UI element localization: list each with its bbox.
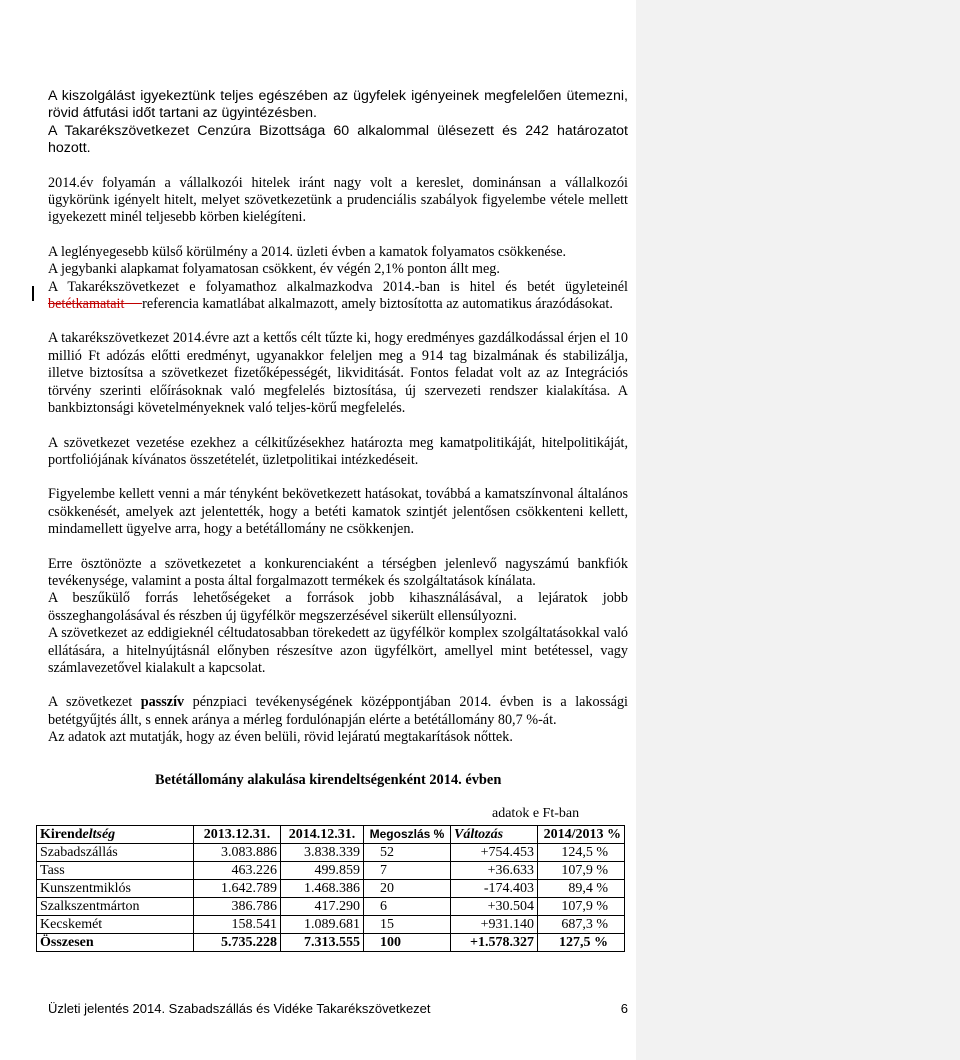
footer-text: Üzleti jelentés 2014. Szabadszállás és Vidéke Takarékszövetkezet [48,1001,431,1016]
paragraph-service: A kiszolgálást igyekeztünk teljes egészében az ügyfelek igényeinek megfelelően ütemezni, rövid átfutási időt tartani az ügyintézésben. [48,88,628,122]
paragraph-savings: Az adatok azt mutatják, hogy az éven belüli, rövid lejáratú megtakarítások nőttek. [48,729,513,746]
header-branch: Kirendeltség [37,826,194,844]
paragraph-board: A Takarékszövetkezet Cenzúra Bizottsága 60 alkalommal ülésezett és 242 határozatot hozott. [48,122,628,157]
paragraph-loans: 2014.év folyamán a vállalkozói hitelek iránt nagy volt a kereslet, dominánsan a vállalkozói ügykörünk igényelt hitelt, melyet szövetkezetünk a prudenciális szabályok figyelembe vétele mellett igyekezett minél teljesebb körben kielégíteni. [48,174,628,226]
paragraph-base-rate: A jegybanki alapkamat folyamatosan csökkent, év végén 2,1% ponton állt meg. [48,261,500,278]
table-header-row [37,826,625,844]
page-footer [48,1001,628,1016]
header-2014: 2014.12.31. [281,826,364,844]
deleted-text: betétkamatait [48,296,125,313]
paragraph-effects: Figyelembe kellett venni a már tényként bekövetkezett hatásokat, továbbá a kamatszínvonal általános csökkenését, amelyek azt jelentették, hogy a betéti kamatok szintjét jelentősen csökkenteni kellett, mindamellett ügyelve arra, hogy a betétállomány ne csökkenjen. [48,486,628,538]
deposit-table [36,825,625,952]
table-row: Kecskemét 158.541 1.089.681 15 +931.140 687,3 % [37,916,625,934]
header-share: Megoszlás % [364,826,451,844]
paragraph-clients: A szövetkezet az eddigieknél céltudatosabban törekedett az ügyfélkör komplex szolgáltatásokkal való ellátására, a hitelnyújtásnál előnyben részesítve azon ügyfélkört, amellyel mint betétessel, vagy számlavezetővel kialakult a kapcsolat. [48,625,628,676]
paragraph-policy: A szövetkezet vezetése ezekhez a célkitűzésekhez határozta meg kamatpolitikáját, hitelpolitikáját, portfoliójának kívánatos összetételét, üzletpolitikai intézkedéseit. [48,434,628,468]
table-row: Tass 463.226 499.859 7 +36.633 107,9 % [37,862,625,880]
paragraph-reference-rate: A Takarékszövetkezet e folyamathoz alkalmazkodva 2014.-ban is hitel és betét ügyleteinél betétkamatait referencia kamatlábat alkalmazott, amely biztosította az automatikus árazódásokat. [48,278,628,313]
document-body [48,88,628,747]
header-2013: 2013.12.31. [194,826,281,844]
paragraph-passive: A szövetkezet passzív pénzpiaci tevékenységének középpontjában 2014. évben is a lakossági betétgyűjtés állt, s ennek aránya a mérleg fordulónapján elérte a betétállomány 80,7 %-át. [48,694,628,728]
table-unit: adatok e Ft-ban [492,806,580,821]
paragraph-competition: Erre ösztönözte a szövetkezetet a konkurenciaként a térségben jelenlevő nagyszámú bankfiók tevékenysége, valamint a posta által forgalmazott termékek és szolgáltatások kínálata. [48,555,628,589]
table-row: Szalkszentmárton 386.786 417.290 6 +30.504 107,9 % [37,898,625,916]
page-number: 6 [620,1001,628,1016]
table-row: Szabadszállás 3.083.886 3.838.339 52 +754.453 124,5 % [37,844,625,862]
table-row: Kunszentmiklós 1.642.789 1.468.386 20 -174.403 89,4 % [37,880,625,898]
comments-margin-pane [636,0,960,1060]
table-title: Betétállomány alakulása kirendeltségenként 2014. évben [155,772,502,788]
table-total-row: Összesen 5.735.228 7.313.555 100 +1.578.327 127,5 % [37,934,625,952]
change-bar [32,286,34,301]
header-ratio: 2014/2013 % [538,826,625,844]
paragraph-goals: A takarékszövetkezet 2014.évre azt a kettős célt tűzte ki, hogy eredményes gazdálkodással érjen el 10 millió Ft adózás előtti eredményt, ugyanakkor feleljen meg a 914 tag bizalmának és stabilizálja, illetve biztosítsa a szövetkezet fizetőképességét, likviditását. Fontos feladat volt az az Integrációs törvény szerinti előírásoknak való megfelelés biztosítása, új szervezeti rendszer kialakítása. A bankbiztonsági követelményeknek való teljes-körű megfelelés. [48,330,628,417]
paragraph-conditions: A leglényegesebb külső körülmény a 2014. üzleti évben a kamatok folyamatos csökkenése. [48,243,567,260]
paragraph-sources: A beszűkülő forrás lehetőségeket a források jobb kihasználásával, a lejáratok jobb összeghangolásával és részben új ügyfélkör megszerzésével sikerült ellensúlyozni. [48,590,628,624]
header-change: Változás [451,826,538,844]
